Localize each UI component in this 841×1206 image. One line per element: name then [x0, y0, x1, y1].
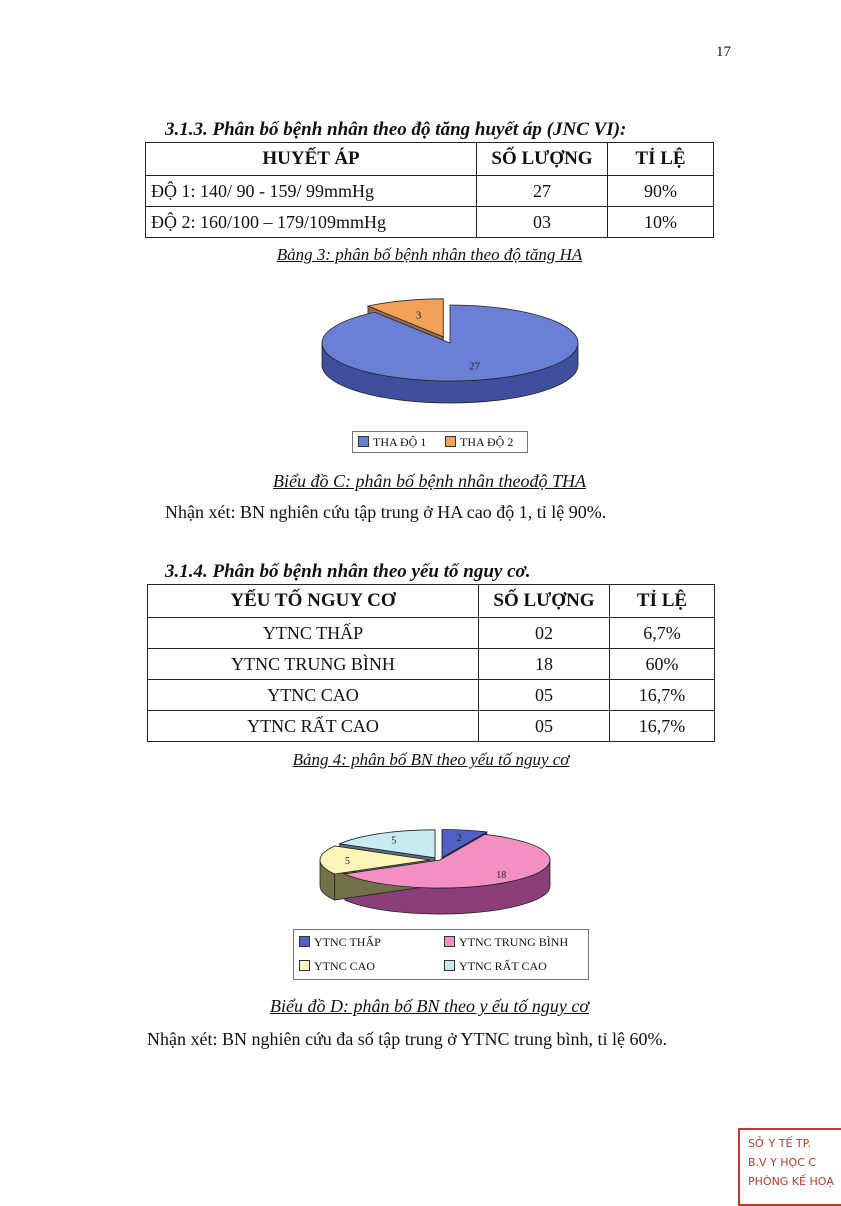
stamp-line: B.V Y HỌC C: [748, 1156, 817, 1169]
remark-1: Nhận xét: BN nghiên cứu tập trung ở HA cao độ 1, tỉ lệ 90%.: [165, 502, 607, 522]
pie-data-label: 5: [391, 835, 397, 847]
stamp-line: PHÒNG KẾ HOẠ: [748, 1175, 834, 1188]
table-cell: YTNC THẤP: [148, 618, 479, 649]
pie-data-label: 27: [469, 360, 481, 373]
chart-caption-d: Biểu đồ D: phân bố BN theo y ếu tố nguy cơ: [269, 996, 590, 1016]
section-title-3-1-4: 3.1.4. Phân bố bệnh nhân theo yếu tố nguy cơ.: [165, 561, 531, 582]
table-cell: 10%: [608, 207, 714, 238]
table-cell: YTNC TRUNG BÌNH: [148, 649, 479, 680]
chart-caption-c: Biểu đồ C: phân bố bệnh nhân theođộ THA: [273, 471, 586, 491]
table-row: [148, 618, 715, 649]
legend-label: THA ĐỘ 1: [373, 435, 427, 449]
legend-label: YTNC CAO: [314, 959, 376, 973]
legend-item: [358, 435, 426, 450]
legend-item: [299, 959, 375, 974]
table-cell: ĐỘ 2: 160/100 – 179/109mmHg: [146, 207, 477, 238]
table-row: [146, 176, 714, 207]
table-cell: 18: [479, 649, 610, 680]
legend-item: [444, 959, 547, 974]
legend-label: YTNC THẤP: [314, 935, 381, 949]
stamp-line: SỞ Y TẾ TP.: [748, 1137, 812, 1150]
table-cell: 16,7%: [610, 680, 715, 711]
section-title-3-1-3: 3.1.3. Phân bố bệnh nhân theo độ tăng huyết áp (JNC VI):: [165, 119, 627, 140]
page-number: 17: [716, 44, 731, 60]
legend-swatch: [299, 936, 310, 947]
legend-chart-d: [293, 929, 589, 980]
table-caption-3: Bảng 3: phân bố bệnh nhân theo độ tăng HA: [276, 245, 583, 264]
legend-swatch: [358, 436, 369, 447]
table-cell: ĐỘ 1: 140/ 90 - 159/ 99mmHg: [146, 176, 477, 207]
stamp: [738, 1128, 841, 1206]
legend-swatch: [444, 960, 455, 971]
table-header-row: [148, 585, 715, 618]
table-cell: 03: [477, 207, 608, 238]
legend-item: [299, 935, 381, 950]
legend-label: THA ĐỘ 2: [460, 435, 514, 449]
table-cell: 05: [479, 711, 610, 742]
legend-chart-c: [352, 431, 528, 453]
legend-swatch: [299, 960, 310, 971]
legend-swatch: [445, 436, 456, 447]
table-cell: 02: [479, 618, 610, 649]
table-header-row: [146, 143, 714, 176]
table-row: [148, 711, 715, 742]
pie-chart-d: [310, 820, 570, 920]
header-cell: SỐ LƯỢNG: [477, 143, 608, 176]
header-cell: HUYẾT ÁP: [146, 143, 477, 176]
pie-data-label: 3: [415, 309, 422, 322]
table-cell: 90%: [608, 176, 714, 207]
table-row: [148, 649, 715, 680]
pie-data-label: 18: [496, 870, 507, 882]
pie-chart-c: [300, 285, 600, 415]
pie-data-label: 5: [345, 856, 350, 867]
table-cell: YTNC RẤT CAO: [148, 711, 479, 742]
table-cell: 60%: [610, 649, 715, 680]
table-cell: 16,7%: [610, 711, 715, 742]
legend-item: [445, 435, 513, 450]
remark-2: Nhận xét: BN nghiên cứu đa số tập trung ở YTNC trung bình, tỉ lệ 60%.: [147, 1029, 668, 1049]
table-cell: 05: [479, 680, 610, 711]
table-cell: 6,7%: [610, 618, 715, 649]
header-cell: YẾU TỐ NGUY CƠ: [148, 585, 479, 618]
table-row: [146, 207, 714, 238]
table-row: [148, 680, 715, 711]
header-cell: SỐ LƯỢNG: [479, 585, 610, 618]
legend-label: YTNC RẤT CAO: [459, 959, 547, 973]
legend-label: YTNC TRUNG BÌNH: [459, 935, 569, 949]
pie-data-label: 2: [456, 832, 462, 844]
header-cell: TỈ LỆ: [610, 585, 715, 618]
header-cell: TỈ LỆ: [608, 143, 714, 176]
table-cell: 27: [477, 176, 608, 207]
legend-swatch: [444, 936, 455, 947]
pie-slice: [322, 305, 578, 381]
table-cell: YTNC CAO: [148, 680, 479, 711]
table-caption-4: Bảng 4: phân bố BN theo yếu tố nguy cơ: [292, 750, 570, 769]
table-blood-pressure: [145, 142, 714, 238]
table-risk-factors: [147, 584, 715, 742]
legend-item: [444, 935, 568, 950]
